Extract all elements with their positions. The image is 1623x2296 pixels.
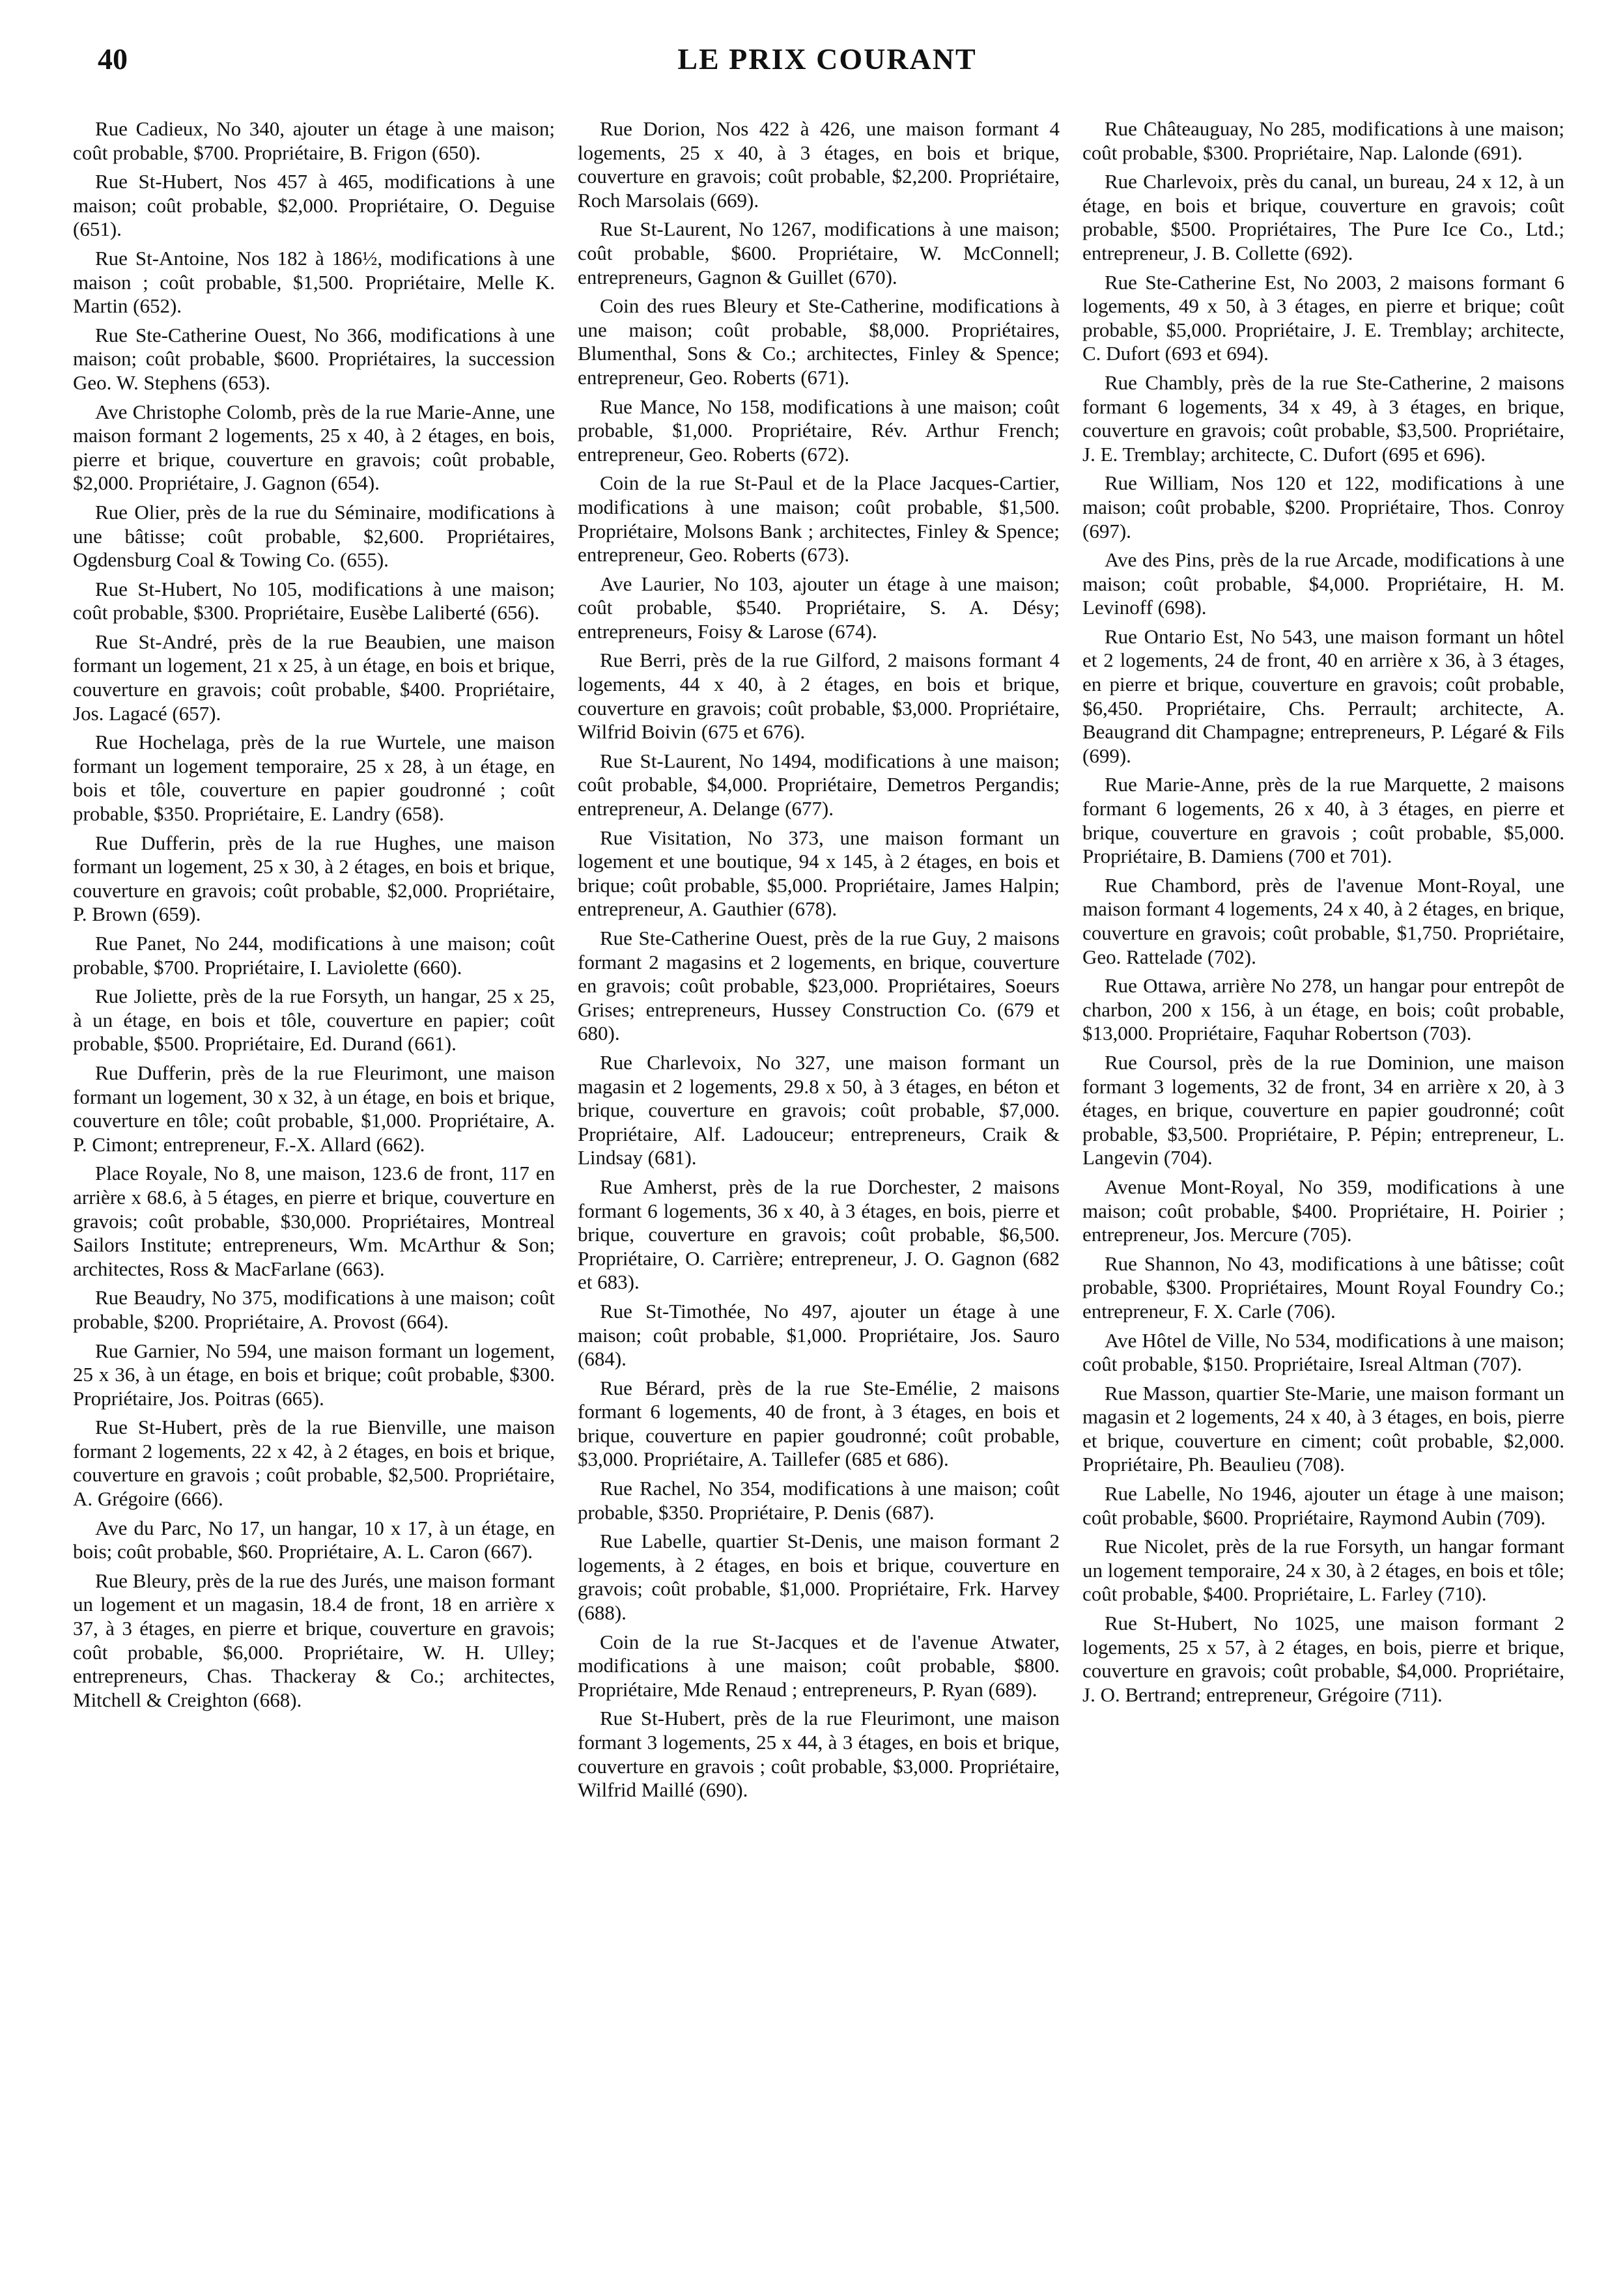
permit-entry: Rue Châteauguay, No 285, modifications à une maison; coût probable, $300. Propriétaire, Nap. Lalonde (691). (1082, 117, 1564, 164)
permit-entry: Rue St-André, près de la rue Beaubien, une maison formant un logement, 21 x 25, à un étage, en bois et brique, couverture en gravois; coût probable, $400. Propriétaire, Jos. Lagacé (657). (73, 630, 555, 725)
permit-entry: Rue Joliette, près de la rue Forsyth, un hangar, 25 x 25, à un étage, en bois et tôle, couverture en papier; coût probable, $500. Propriétaire, Ed. Durand (661). (73, 985, 555, 1056)
permit-entry: Rue Amherst, près de la rue Dorchester, 2 maisons formant 6 logements, 36 x 40, à 3 étages, en bois, pierre et brique, couverture en gravois; coût probable, $6,500. Propriétaire, O. Carrière; entrepreneur, J. O. Gagnon (682 et 683). (578, 1175, 1060, 1294)
permit-entry: Rue Nicolet, près de la rue Forsyth, un hangar formant un logement temporaire, 24 x 30, à 2 étages, en bois et tôle; coût probable, $400. Propriétaire, L. Farley (710). (1082, 1535, 1564, 1606)
permit-entry: Rue Chambly, près de la rue Ste-Catherine, 2 maisons formant 6 logements, 34 x 49, à 3 étages, en brique, couverture en gravois; coût probable, $3,500. Propriétaire, J. E. Tremblay; architecte, C. Dufort (695 et 696). (1082, 371, 1564, 466)
permit-entry: Rue St-Antoine, Nos 182 à 186½, modifications à une maison ; coût probable, $1,500. Propriétaire, Melle K. Martin (652). (73, 246, 555, 318)
permit-entry: Rue Labelle, quartier St-Denis, une maison formant 2 logements, à 2 étages, en bois et brique, couverture en gravois; coût probable, $1,000. Propriétaire, Frk. Harvey (688). (578, 1530, 1060, 1625)
permit-entry: Rue Dufferin, près de la rue Fleurimont, une maison formant un logement, 30 x 32, à un étage, en bois et brique, couverture en tôle; coût probable, $1,000. Propriétaire, A. P. Cimont; entrepreneur, F.-X. Allard (662). (73, 1061, 555, 1156)
permit-entry: Rue Ontario Est, No 543, une maison formant un hôtel et 2 logements, 24 de front, 40 en arrière x 36, à 3 étages, en pierre et brique, couverture en gravois; coût probable, $6,450. Propriétaire, Chs. Perrault; architecte, A. Beaugrand dit Champagne; entrepreneurs, P. Légaré & Fils (699). (1082, 624, 1564, 767)
permit-entry: Rue Chambord, près de l'avenue Mont-Royal, une maison formant 4 logements, 24 x 40, à 2 étages, en brique, couverture en gravois; coût probable, $1,750. Propriétaire, Geo. Rattelade (702). (1082, 873, 1564, 968)
permit-entry: Coin des rues Bleury et Ste-Catherine, modifications à une maison; coût probable, $8,000. Propriétaires, Blumenthal, Sons & Co.; architectes, Finley & Spence; entrepreneur, Geo. Roberts (671). (578, 294, 1060, 389)
permit-entry: Rue Dufferin, près de la rue Hughes, une maison formant un logement, 25 x 30, à 2 étages, en bois et brique, couverture en gravois; coût probable, $2,000. Propriétaire, P. Brown (659). (73, 831, 555, 926)
permit-entry: Rue St-Laurent, No 1267, modifications à une maison; coût probable, $600. Propriétaire, W. McConnell; entrepreneurs, Gagnon & Guillet (670). (578, 217, 1060, 288)
permit-entry: Avenue Mont-Royal, No 359, modifications à une maison; coût probable, $400. Propriétaire, H. Poirier ; entrepreneur, Jos. Mercure (705). (1082, 1175, 1564, 1246)
column-2 (578, 117, 1060, 2279)
column-1 (73, 117, 555, 2279)
permit-entry: Rue Coursol, près de la rue Dominion, une maison formant 3 logements, 32 de front, 34 en arrière x 20, à 3 étages, en brique, couverture en papier goudronné; coût probable, $3,500. Propriétaire, P. Pépin; entrepreneur, L. Langevin (704). (1082, 1050, 1564, 1169)
permit-entry: Rue Visitation, No 373, une maison formant un logement et une boutique, 94 x 145, à 2 étages, en bois et brique; coût probable, $5,000. Propriétaire, James Halpin; entrepreneur, A. Gauthier (678). (578, 826, 1060, 921)
permit-entry: Rue Shannon, No 43, modifications à une bâtisse; coût probable, $300. Propriétaires, Mount Royal Foundry Co.; entrepreneur, F. X. Carle (706). (1082, 1252, 1564, 1323)
page-header (98, 42, 1557, 89)
permit-entry: Rue St-Hubert, près de la rue Fleurimont, une maison formant 3 logements, 25 x 44, à 3 étages, en bois et brique, couverture en gravois ; coût probable, $3,000. Propriétaire, Wilfrid Maillé (690). (578, 1707, 1060, 1802)
permit-entry: Rue Panet, No 244, modifications à une maison; coût probable, $700. Propriétaire, I. Laviolette (660). (73, 932, 555, 979)
permit-entry: Rue Garnier, No 594, une maison formant un logement, 25 x 36, à un étage, en bois et brique; coût probable, $300. Propriétaire, Jos. Poitras (665). (73, 1339, 555, 1410)
permit-entry: Ave Laurier, No 103, ajouter un étage à une maison; coût probable, $540. Propriétaire, S. A. Désy; entrepreneurs, Foisy & Larose (674). (578, 572, 1060, 643)
permit-entry: Rue Beaudry, No 375, modifications à une maison; coût probable, $200. Propriétaire, A. Provost (664). (73, 1286, 555, 1333)
permit-entry: Rue Berri, près de la rue Gilford, 2 maisons formant 4 logements, 44 x 40, à 2 étages, en bois et brique, couverture en gravois; coût probable, $3,000. Propriétaire, Wilfrid Boivin (675 et 676). (578, 649, 1060, 744)
permit-entry: Rue Masson, quartier Ste-Marie, une maison formant un magasin et 2 logements, 24 x 40, à 3 étages, en bois, pierre et brique, couverture en ciment; coût probable, $2,000. Propriétaire, Ph. Beaulieu (708). (1082, 1381, 1564, 1476)
permit-listings (73, 117, 1564, 2286)
permit-entry: Ave Christophe Colomb, près de la rue Marie-Anne, une maison formant 2 logements, 25 x 40, à 2 étages, en bois, pierre et brique, couverture en gravois; coût probable, $2,000. Propriétaire, J. Gagnon (654). (73, 400, 555, 495)
permit-entry: Rue Dorion, Nos 422 à 426, une maison formant 4 logements, 25 x 40, à 3 étages, en bois et brique, couverture en gravois; coût probable, $2,200. Propriétaire, Roch Marsolais (669). (578, 117, 1060, 212)
permit-entry: Rue St-Laurent, No 1494, modifications à une maison; coût probable, $4,000. Propriétaire, Demetros Pergandis; entrepreneur, A. Delange (677). (578, 749, 1060, 820)
permit-entry: Rue St-Timothée, No 497, ajouter un étage à une maison; coût probable, $1,000. Propriétaire, Jos. Sauro (684). (578, 1299, 1060, 1371)
permit-entry: Rue Mance, No 158, modifications à une maison; coût probable, $1,000. Propriétaire, Rév. Arthur French; entrepreneur, Geo. Roberts (672). (578, 395, 1060, 466)
permit-entry: Rue Ottawa, arrière No 278, un hangar pour entrepôt de charbon, 200 x 156, à un étage, en bois; coût probable, $13,000. Propriétaire, Faquhar Robertson (703). (1082, 974, 1564, 1045)
permit-entry: Place Royale, No 8, une maison, 123.6 de front, 117 en arrière x 68.6, à 5 étages, en pierre et brique, couverture en gravois; coût probable, $30,000. Propriétaires, Montreal Sailors Institute; entrepreneurs, Wm. McArthur & Son; architectes, Ross & MacFarlane (663). (73, 1162, 555, 1280)
permit-entry: Rue William, Nos 120 et 122, modifications à une maison; coût probable, $200. Propriétaire, Thos. Conroy (697). (1082, 471, 1564, 542)
permit-entry: Rue Ste-Catherine Ouest, No 366, modifications à une maison; coût probable, $600. Propriétaires, la succession Geo. W. Stephens (653). (73, 323, 555, 394)
permit-entry: Rue Bleury, près de la rue des Jurés, une maison formant un logement et un magasin, 18.4 de front, 18 en arrière x 37, à 3 étages, en pierre et brique, couverture en gravois; coût probable, $6,000. Propriétaire, W. H. Ulley; entrepreneurs, Chas. Thackeray & Co.; architectes, Mitchell & Creighton (668). (73, 1569, 555, 1711)
permit-entry: Rue Olier, près de la rue du Séminaire, modifications à une bâtisse; coût probable, $2,600. Propriétaires, Ogdensburg Coal & Towing Co. (655). (73, 500, 555, 572)
column-3 (1082, 117, 1564, 2279)
permit-entry: Rue Rachel, No 354, modifications à une maison; coût probable, $350. Propriétaire, P. Denis (687). (578, 1477, 1060, 1524)
permit-entry: Rue Ste-Catherine Ouest, près de la rue Guy, 2 maisons formant 2 magasins et 2 logements, en brique, couverture en gravois; coût probable, $23,000. Propriétaires, Soeurs Grises; entrepreneurs, Hussey Construction Co. (679 et 680). (578, 927, 1060, 1045)
permit-entry: Rue Labelle, No 1946, ajouter un étage à une maison; coût probable, $600. Propriétaire, Raymond Aubin (709). (1082, 1482, 1564, 1529)
permit-entry: Rue Charlevoix, No 327, une maison formant un magasin et 2 logements, 29.8 x 50, à 3 étages, en béton et brique, couverture en gravois; coût probable, $7,000. Propriétaire, Alf. Ladouceur; entrepreneurs, Craik & Lindsay (681). (578, 1050, 1060, 1169)
permit-entry: Rue Charlevoix, près du canal, un bureau, 24 x 12, à un étage, en bois et brique, couverture en gravois; coût probable, $500. Propriétaires, The Pure Ice Co., Ltd.; entrepreneur, J. B. Collette (692). (1082, 170, 1564, 264)
permit-entry: Coin de la rue St-Jacques et de l'avenue Atwater, modifications à une maison; coût probable, $800. Propriétaire, Mde Renaud ; entrepreneurs, P. Ryan (689). (578, 1630, 1060, 1701)
permit-entry: Rue Cadieux, No 340, ajouter un étage à une maison; coût probable, $700. Propriétaire, B. Frigon (650). (73, 117, 555, 164)
page-number: 40 (98, 42, 128, 76)
journal-title: LE PRIX COURANT (677, 42, 977, 76)
permit-entry: Rue St-Hubert, No 105, modifications à une maison; coût probable, $300. Propriétaire, Eusèbe Laliberté (656). (73, 577, 555, 624)
permit-entry: Ave Hôtel de Ville, No 534, modifications à une maison; coût probable, $150. Propriétaire, Isreal Altman (707). (1082, 1328, 1564, 1376)
permit-entry: Rue St-Hubert, Nos 457 à 465, modifications à une maison; coût probable, $2,000. Propriétaire, O. Deguise (651). (73, 170, 555, 241)
permit-entry: Rue St-Hubert, No 1025, une maison formant 2 logements, 25 x 57, à 2 étages, en bois, pierre et brique, couverture en gravois; coût probable, $4,000. Propriétaire, J. O. Bertrand; entrepreneur, Grégoire (711). (1082, 1612, 1564, 1706)
permit-entry: Rue Marie-Anne, près de la rue Marquette, 2 maisons formant 6 logements, 26 x 40, à 3 étages, en pierre et brique, couverture en gravois ; coût probable, $5,000. Propriétaire, B. Damiens (700 et 701). (1082, 773, 1564, 868)
permit-entry: Rue Hochelaga, près de la rue Wurtele, une maison formant un logement temporaire, 25 x 28, à un étage, en bois et tôle, couverture en papier goudronné ; coût probable, $350. Propriétaire, E. Landry (658). (73, 731, 555, 826)
permit-entry: Rue St-Hubert, près de la rue Bienville, une maison formant 2 logements, 22 x 42, à 2 étages, en bois et brique, couverture en gravois ; coût probable, $2,500. Propriétaire, A. Grégoire (666). (73, 1416, 555, 1511)
permit-entry: Rue Ste-Catherine Est, No 2003, 2 maisons formant 6 logements, 49 x 50, à 3 étages, en pierre et brique; coût probable, $5,000. Propriétaire, J. E. Tremblay; architecte, C. Dufort (693 et 694). (1082, 270, 1564, 365)
permit-entry: Coin de la rue St-Paul et de la Place Jacques-Cartier, modifications à une maison; coût probable, $1,500. Propriétaire, Molsons Bank ; architectes, Finley & Spence; entrepreneur, Geo. Roberts (673). (578, 471, 1060, 567)
permit-entry: Ave des Pins, près de la rue Arcade, modifications à une maison; coût probable, $4,000. Propriétaire, H. M. Levinoff (698). (1082, 548, 1564, 619)
permit-entry: Ave du Parc, No 17, un hangar, 10 x 17, à un étage, en bois; coût probable, $60. Propriétaire, A. L. Caron (667). (73, 1516, 555, 1563)
permit-entry: Rue Bérard, près de la rue Ste-Emélie, 2 maisons formant 6 logements, 40 de front, à 3 étages, en bois et brique, couverture en papier goudronné; coût probable, $3,000. Propriétaire, A. Taillefer (685 et 686). (578, 1376, 1060, 1471)
